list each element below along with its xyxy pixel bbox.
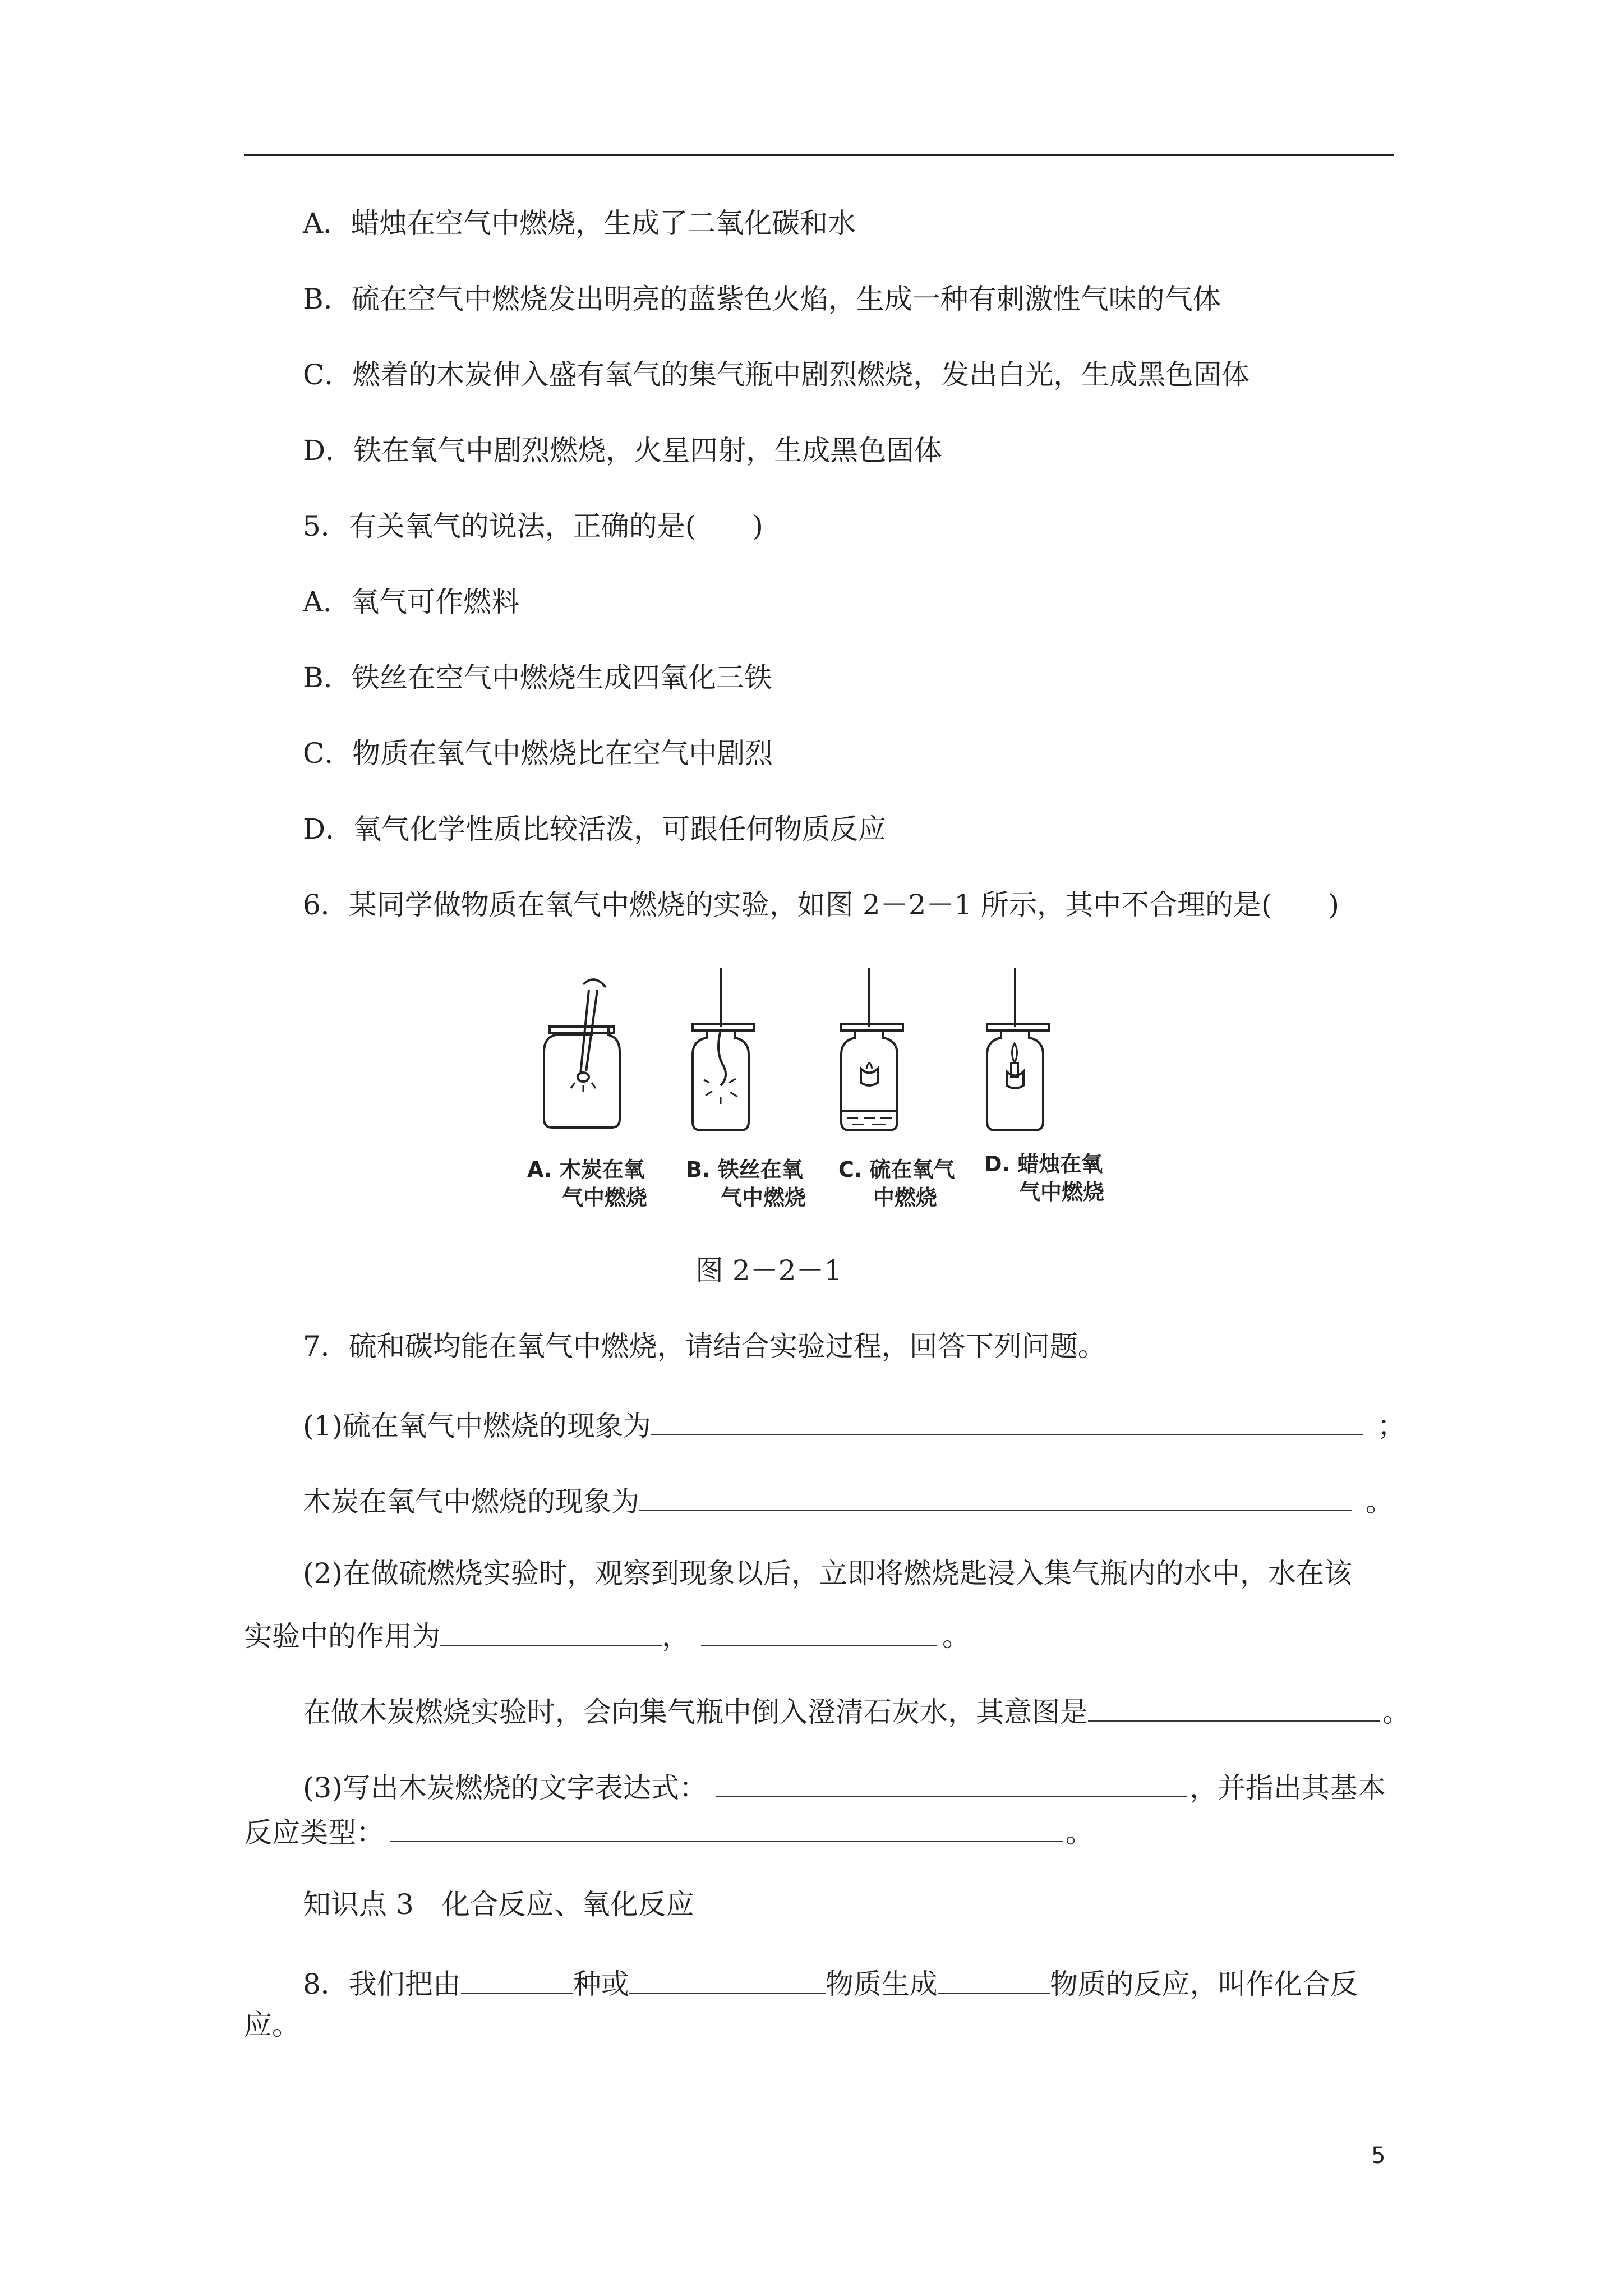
q7-part1-sulfur (303, 1405, 1405, 1443)
q7-part3-line2 (244, 1812, 1094, 1849)
q5-option-a: A．氧气可作燃料 (303, 586, 520, 618)
q4-option-b: B．硫在空气中燃烧发出明亮的蓝紫色火焰，生成一种有刺激性气味的气体 (303, 283, 1221, 315)
q4-option-d: D．铁在氧气中剧烈燃烧，火星四射，生成黑色固体 (303, 434, 943, 467)
q7-part2-limewater-text: 在做木炭燃烧实验时，会向集气瓶中倒入澄清石灰水，其意图是 (303, 1696, 1088, 1728)
q7-part3-line1-end: ，并指出其基本 (1189, 1772, 1386, 1804)
q8-text-2: 种或 (573, 1968, 629, 2000)
q8-text-1: 8．我们把由 (303, 1968, 461, 2000)
q8-text-4: 物质的反应，叫作化合反 (1049, 1968, 1358, 2000)
q7-charcoal-phenomenon-blank[interactable] (639, 1481, 1352, 1511)
q5-stem: 5．有关氧气的说法，正确的是( ) (303, 510, 763, 542)
q8-line2: 应。 (244, 2009, 300, 2041)
figure-label-c-line1: C. 硫在氧气 (838, 1157, 955, 1182)
q7-part1-sulfur-text: (1)硫在氧气中燃烧的现象为 (303, 1410, 651, 1442)
q5-option-d: D．氧气化学性质比较活泼，可跟任何物质反应 (303, 813, 887, 845)
header-rule (244, 154, 1394, 156)
jar-b-iron (693, 968, 754, 1130)
q7-part1-charcoal-end: 。 (1366, 1485, 1394, 1518)
q7-part1-charcoal (303, 1481, 1394, 1519)
q6-stem: 6．某同学做物质在氧气中燃烧的实验，如图 2－2－1 所示，其中不合理的是( ) (303, 889, 1340, 921)
jar-a-charcoal (544, 979, 620, 1128)
q8-text-3: 物质生成 (825, 1968, 938, 2000)
figure-label-d-line1: D. 蜡烛在氧 (984, 1152, 1103, 1176)
q7-word-equation-blank[interactable] (716, 1767, 1187, 1797)
q7-part2-line1: (2)在做硫燃烧实验时，观察到现象以后，立即将燃烧匙浸入集气瓶内的水中，水在该 (303, 1557, 1352, 1590)
q7-part3-line1 (303, 1767, 1386, 1805)
q7-water-role-blank-2[interactable] (701, 1616, 937, 1646)
jar-c-sulfur (841, 968, 903, 1130)
q8-blank-3[interactable] (938, 1963, 1050, 1994)
q7-part3-line2-end: 。 (1066, 1816, 1094, 1849)
q8-line1 (303, 1963, 1358, 2001)
q7-part1-sulfur-end: ； (1377, 1410, 1405, 1442)
q7-part3-expression-text: (3)写出木炭燃烧的文字表达式： (303, 1772, 707, 1804)
figure-label-a-line1: A. 木炭在氧 (527, 1157, 645, 1182)
q7-sulfur-phenomenon-blank[interactable] (651, 1405, 1363, 1435)
q7-part2-line3-end: 。 (1382, 1696, 1410, 1728)
figure-label-a-line2: 气中燃烧 (562, 1185, 648, 1210)
figure-label-b-line2: 气中燃烧 (721, 1185, 806, 1210)
page-number: 5 (1371, 2143, 1386, 2169)
q4-option-c: C．燃着的木炭伸入盛有氧气的集气瓶中剧烈燃烧，发出白光，生成黑色固体 (303, 358, 1250, 391)
q4-option-a: A．蜡烛在空气中燃烧，生成了二氧化碳和水 (303, 207, 856, 240)
figure-label-b-line1: B. 铁丝在氧 (686, 1157, 803, 1182)
section-heading: 知识点 3 化合反应、氧化反应 (303, 1888, 694, 1921)
q7-part3-type-text: 反应类型： (244, 1816, 384, 1849)
q7-part2-separator: ， (662, 1620, 690, 1653)
q7-part2-line3 (303, 1691, 1410, 1729)
q8-blank-2[interactable] (629, 1963, 826, 1994)
experiment-figure (527, 968, 1178, 1237)
q7-part1-charcoal-text: 木炭在氧气中燃烧的现象为 (303, 1485, 639, 1518)
q7-part2-line2 (244, 1616, 970, 1653)
q7-part2-purpose-text: 实验中的作用为 (244, 1620, 440, 1653)
jar-d-candle (987, 968, 1049, 1130)
figure-label-c-line2: 中燃烧 (873, 1185, 938, 1210)
q8-blank-1[interactable] (461, 1963, 573, 1994)
figure-caption: 图 2－2－1 (695, 1254, 842, 1287)
figure-label-d-line2: 气中燃烧 (1019, 1180, 1105, 1204)
q7-limewater-intent-blank[interactable] (1088, 1691, 1380, 1722)
q5-option-b: B．铁丝在空气中燃烧生成四氧化三铁 (303, 661, 772, 694)
q7-water-role-blank-1[interactable] (440, 1616, 662, 1646)
q7-part2-line2-end: 。 (942, 1620, 970, 1653)
q5-option-c: C．物质在氧气中燃烧比在空气中剧烈 (303, 737, 773, 770)
q7-reaction-type-blank[interactable] (390, 1812, 1063, 1842)
q7-stem: 7．硫和碳均能在氧气中燃烧，请结合实验过程，回答下列问题。 (303, 1330, 1106, 1363)
